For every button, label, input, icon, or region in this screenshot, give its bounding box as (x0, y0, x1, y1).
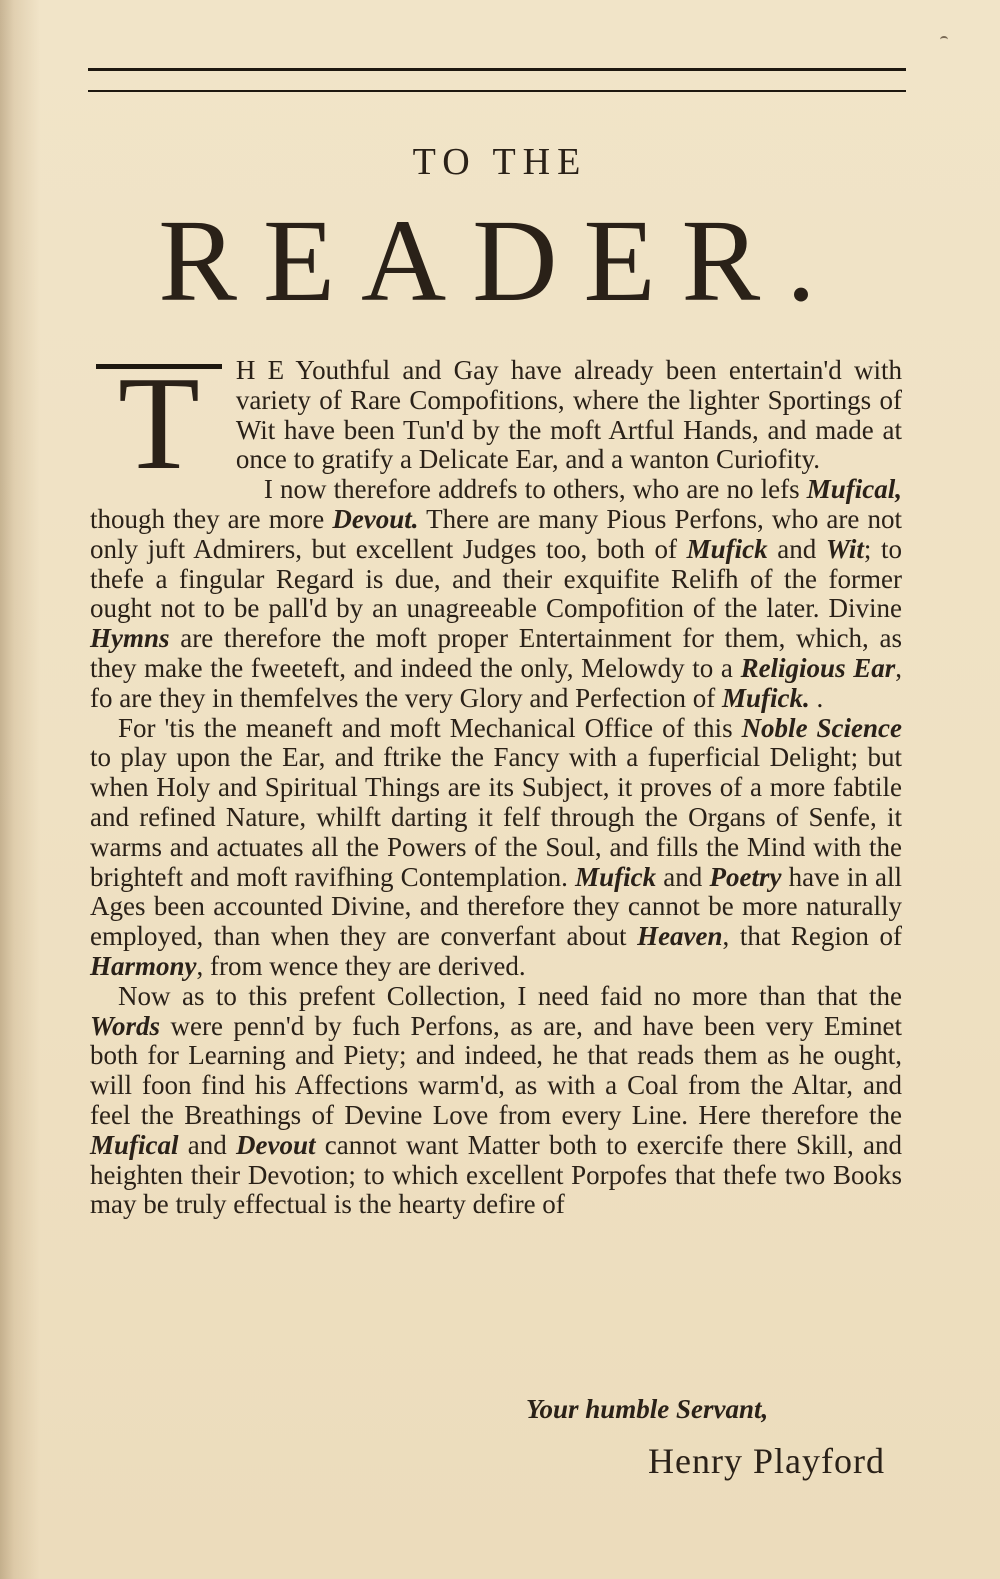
p2-text-6: are therefore the moft proper Entertainment for them, which, as they make the fweeteft, and indeed the only, Melowdy to a (90, 623, 902, 683)
closing-signature: Henry Playford (648, 1441, 885, 1481)
p3-text-4: have in all Ages been accounted Divine, and therefore they cannot be more naturally employed, than when they are converfant about (90, 861, 902, 952)
p3-text-3: and (656, 861, 710, 892)
p2-italic-5: Hymns (90, 623, 170, 654)
p2-italic-7: Mufick. (722, 682, 810, 713)
paragraph-2 (90, 475, 902, 713)
p4-text-2: were penn'd by fuch Perfons, as are, and have been very Eminet both for Learning and Piety; and indeed, he that reads them as he ought, will foon find his Affections warm'd, as with a Coal from the Altar, and feel the Breathings of Devine Love from every Line. Here therefore the (90, 1010, 902, 1130)
p3-text-2: to play upon the Ear, and ftrike the Fancy with a fuperficial Delight; but when Holy and Spiritual Things are its Subject, it proves of a more fabtile and refined Nature, whilft darting it felf through the Organs of Senfe, it warms and actuates all the Powers of the Soul, and fills the Mind with the brighteft and moft ravifhing Contemplation. (90, 742, 902, 892)
p2-italic-4: Wit (825, 533, 864, 564)
p3-italic-5: Harmony (90, 950, 197, 981)
heading-to-the: TO THE (412, 141, 588, 183)
closing-signoff: Your humble Servant, (526, 1394, 769, 1424)
p3-italic-4: Heaven (637, 921, 723, 952)
p4-text-1: Now as to this prefent Collection, I need faid no more than that the (118, 980, 902, 1011)
p4-text-3: and (178, 1129, 237, 1160)
drop-cap: T (96, 364, 222, 477)
p3-text-1: For 'tis the meaneft and moft Mechanical Office of this (118, 712, 742, 743)
paragraph-1-text: H E Youthful and Gay have already been entertain'd with variety of Rare Compofitions, where the lighter Sportings of Wit have been Tun'd by the moft Artful Hands, and made at once to gratify a Delicate Ear, and a wanton Curiofity. (235, 355, 902, 475)
p4-italic-3: Devout (236, 1129, 316, 1160)
p2-italic-6: Religious Ear (740, 652, 896, 683)
p3-italic-2: Mufick (575, 861, 657, 892)
preface-body (90, 349, 903, 1220)
p2-text-1: I now therefore addrefs to others, who are no lefs (263, 474, 807, 505)
p2-italic-3: Mufick (686, 533, 768, 564)
p2-text-8: . (809, 682, 824, 713)
p4-italic-1: Words (90, 1010, 161, 1041)
p2-italic-2: Devout. (332, 503, 419, 534)
paragraph-4 (90, 982, 902, 1220)
p2-text-4: and (767, 533, 826, 564)
p3-text-6: , from wence they are derived. (196, 950, 526, 981)
heading-reader: READER. (158, 195, 842, 326)
p2-text-5: ; to thefe a fingular Regard is due, and their exquifite Relifh of the former ought not to be pall'd by an unagreeable Compofition of the later. Divine (90, 533, 902, 624)
p2-italic-1: Mufical, (806, 474, 902, 505)
p4-italic-2: Mufical (90, 1129, 179, 1160)
p4-text-4: cannot want Matter both to exercife there Skill, and heighten their Devotion; to which excellent Porpofes that thefe two Books may be truly effectual is the hearty defire of (90, 1129, 903, 1220)
p2-text-7: , fo are they in themfelves the very Glory and Perfection of (90, 652, 902, 713)
p3-text-5: , that Region of (722, 921, 902, 952)
p3-italic-1: Noble Science (741, 712, 903, 743)
paragraph-3 (90, 714, 902, 982)
p2-text-2: though they are more (90, 503, 333, 534)
page-corner-mark (940, 36, 948, 43)
p2-text-3: There are many Pious Perfons, who are not only juft Admirers, but excellent Judges too, both of (90, 503, 902, 564)
p3-italic-3: Poetry (709, 861, 782, 892)
header-rule-top (88, 68, 906, 71)
header-rule-bottom (88, 90, 906, 92)
